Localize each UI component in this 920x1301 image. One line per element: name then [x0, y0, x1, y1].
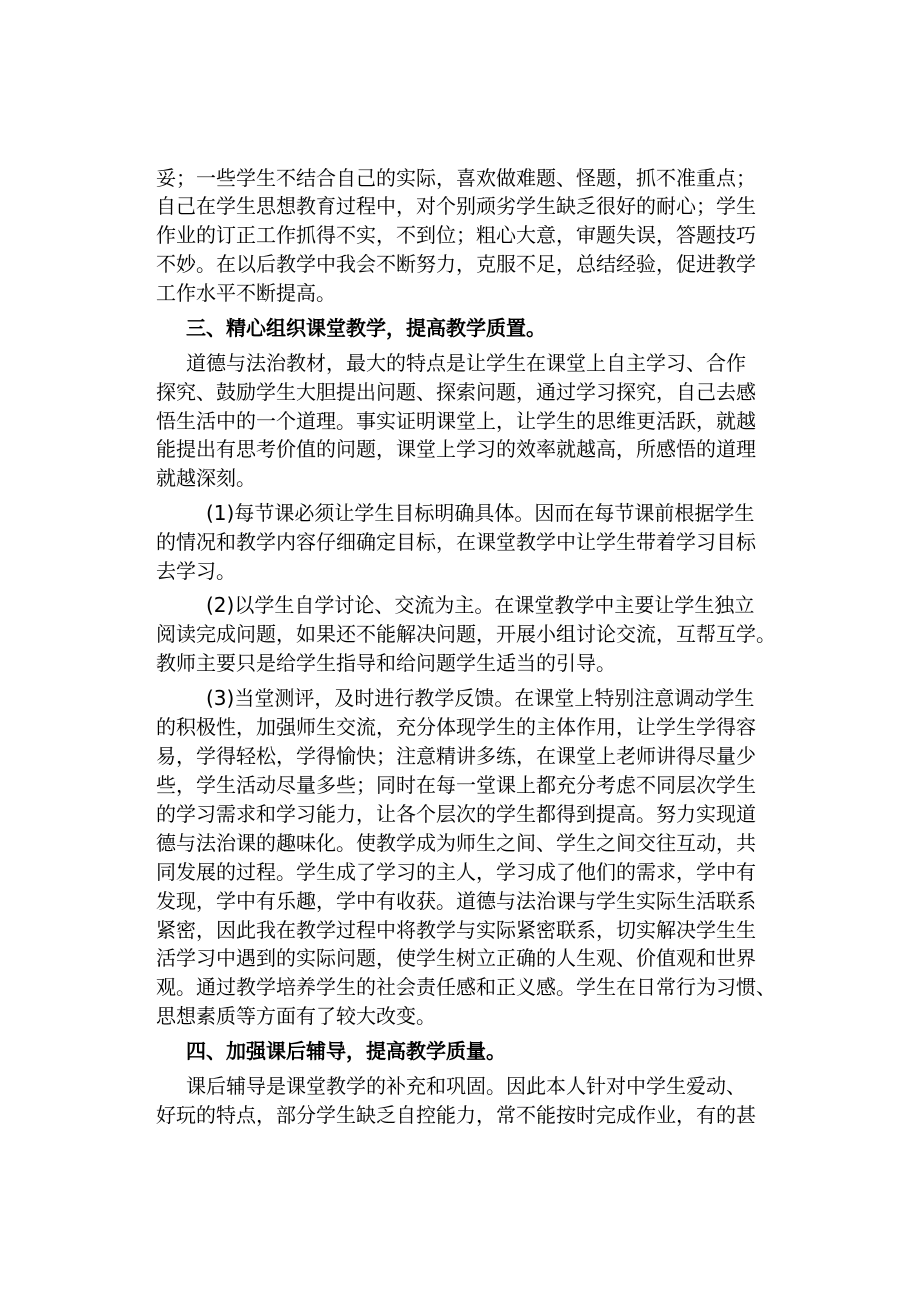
- section-heading: 四、加强课后辅导，提高教学质量。: [186, 1039, 506, 1063]
- text-line: 就越深刻。: [156, 466, 256, 490]
- text-line: 作业的订正工作抓得不实，不到位；粗心大意，审题失误，答题技巧: [156, 223, 756, 247]
- text-line: 的积极性，加强师生交流，充分体现学生的主体作用，让学生学得容: [156, 715, 756, 739]
- text-line: 些，学生活动尽量多些；同时在每一堂课上都充分考虑不同层次学生: [156, 773, 756, 797]
- text-line: 道德与法治教材，最大的特点是让学生在课堂上自主学习、合作: [186, 351, 746, 375]
- text-line: 德与法治课的趣味化。使教学成为师生之间、学生之间交往互动，共: [156, 831, 756, 855]
- text-line: 探究、鼓励学生大胆提出问题、探索问题，通过学习探究，自己去感: [156, 380, 756, 404]
- text-line: 的学习需求和学习能力，让各个层次的学生都得到提高。努力实现道: [156, 802, 756, 826]
- text-line: (1)每节课必须让学生目标明确具体。因而在每节课前根据学生: [206, 501, 755, 525]
- text-line: 不妙。在以后教学中我会不断努力，克服不足，总结经验，促进教学: [156, 252, 756, 276]
- text-line: 的情况和教学内容仔细确定目标，在课堂教学中让学生带着学习目标: [156, 530, 756, 554]
- text-line: 紧密，因此我在教学过程中将教学与实际紧密联系，切实解决学生生: [156, 918, 756, 942]
- text-line: 阅读完成问题，如果还不能解决问题，开展小组讨论交流，互帮互学。: [156, 622, 776, 646]
- text-line: 妥；一些学生不结合自己的实际，喜欢做难题、怪题，抓不准重点；: [156, 166, 756, 190]
- text-line: 易，学得轻松，学得愉快；注意精讲多练，在课堂上老师讲得尽量少: [156, 744, 756, 768]
- text-line: (3)当堂测评，及时进行教学反馈。在课堂上特别注意调动学生: [206, 686, 755, 710]
- text-line: 发现，学中有乐趣，学中有收获。道德与法治课与学生实际生活联系: [156, 889, 756, 913]
- text-line: 活学习中遇到的实际问题，使学生树立正确的人生观、价值观和世界: [156, 946, 756, 970]
- text-line: 能提出有思考价值的问题，课堂上学习的效率就越高，所感悟的道理: [156, 437, 756, 461]
- text-line: 教师主要只是给学生指导和给问题学生适当的引导。: [156, 651, 616, 675]
- text-line: 思想素质等方面有了较大改变。: [156, 1004, 436, 1028]
- text-line: 观。通过教学培养学生的社会责任感和正义感。学生在日常行为习惯、: [156, 975, 776, 999]
- text-line: 去学习。: [156, 559, 236, 583]
- text-line: 课后辅导是课堂教学的补充和巩固。因此本人针对中学生爱动、: [186, 1074, 746, 1098]
- text-line: 好玩的特点，部分学生缺乏自控能力，常不能按时完成作业，有的甚: [156, 1103, 756, 1127]
- text-line: 工作水平不断提高。: [156, 281, 336, 305]
- text-line: 自己在学生思想教育过程中，对个别顽劣学生缺乏很好的耐心；学生: [156, 194, 756, 218]
- text-line: (2)以学生自学讨论、交流为主。在课堂教学中主要让学生独立: [206, 593, 755, 617]
- text-line: 同发展的过程。学生成了学习的主人，学习成了他们的需求，学中有: [156, 860, 756, 884]
- section-heading: 三、精心组织课堂教学，提高教学质置。: [186, 316, 546, 340]
- text-line: 悟生活中的一个道理。事实证明课堂上，让学生的思维更活跃，就越: [156, 409, 756, 433]
